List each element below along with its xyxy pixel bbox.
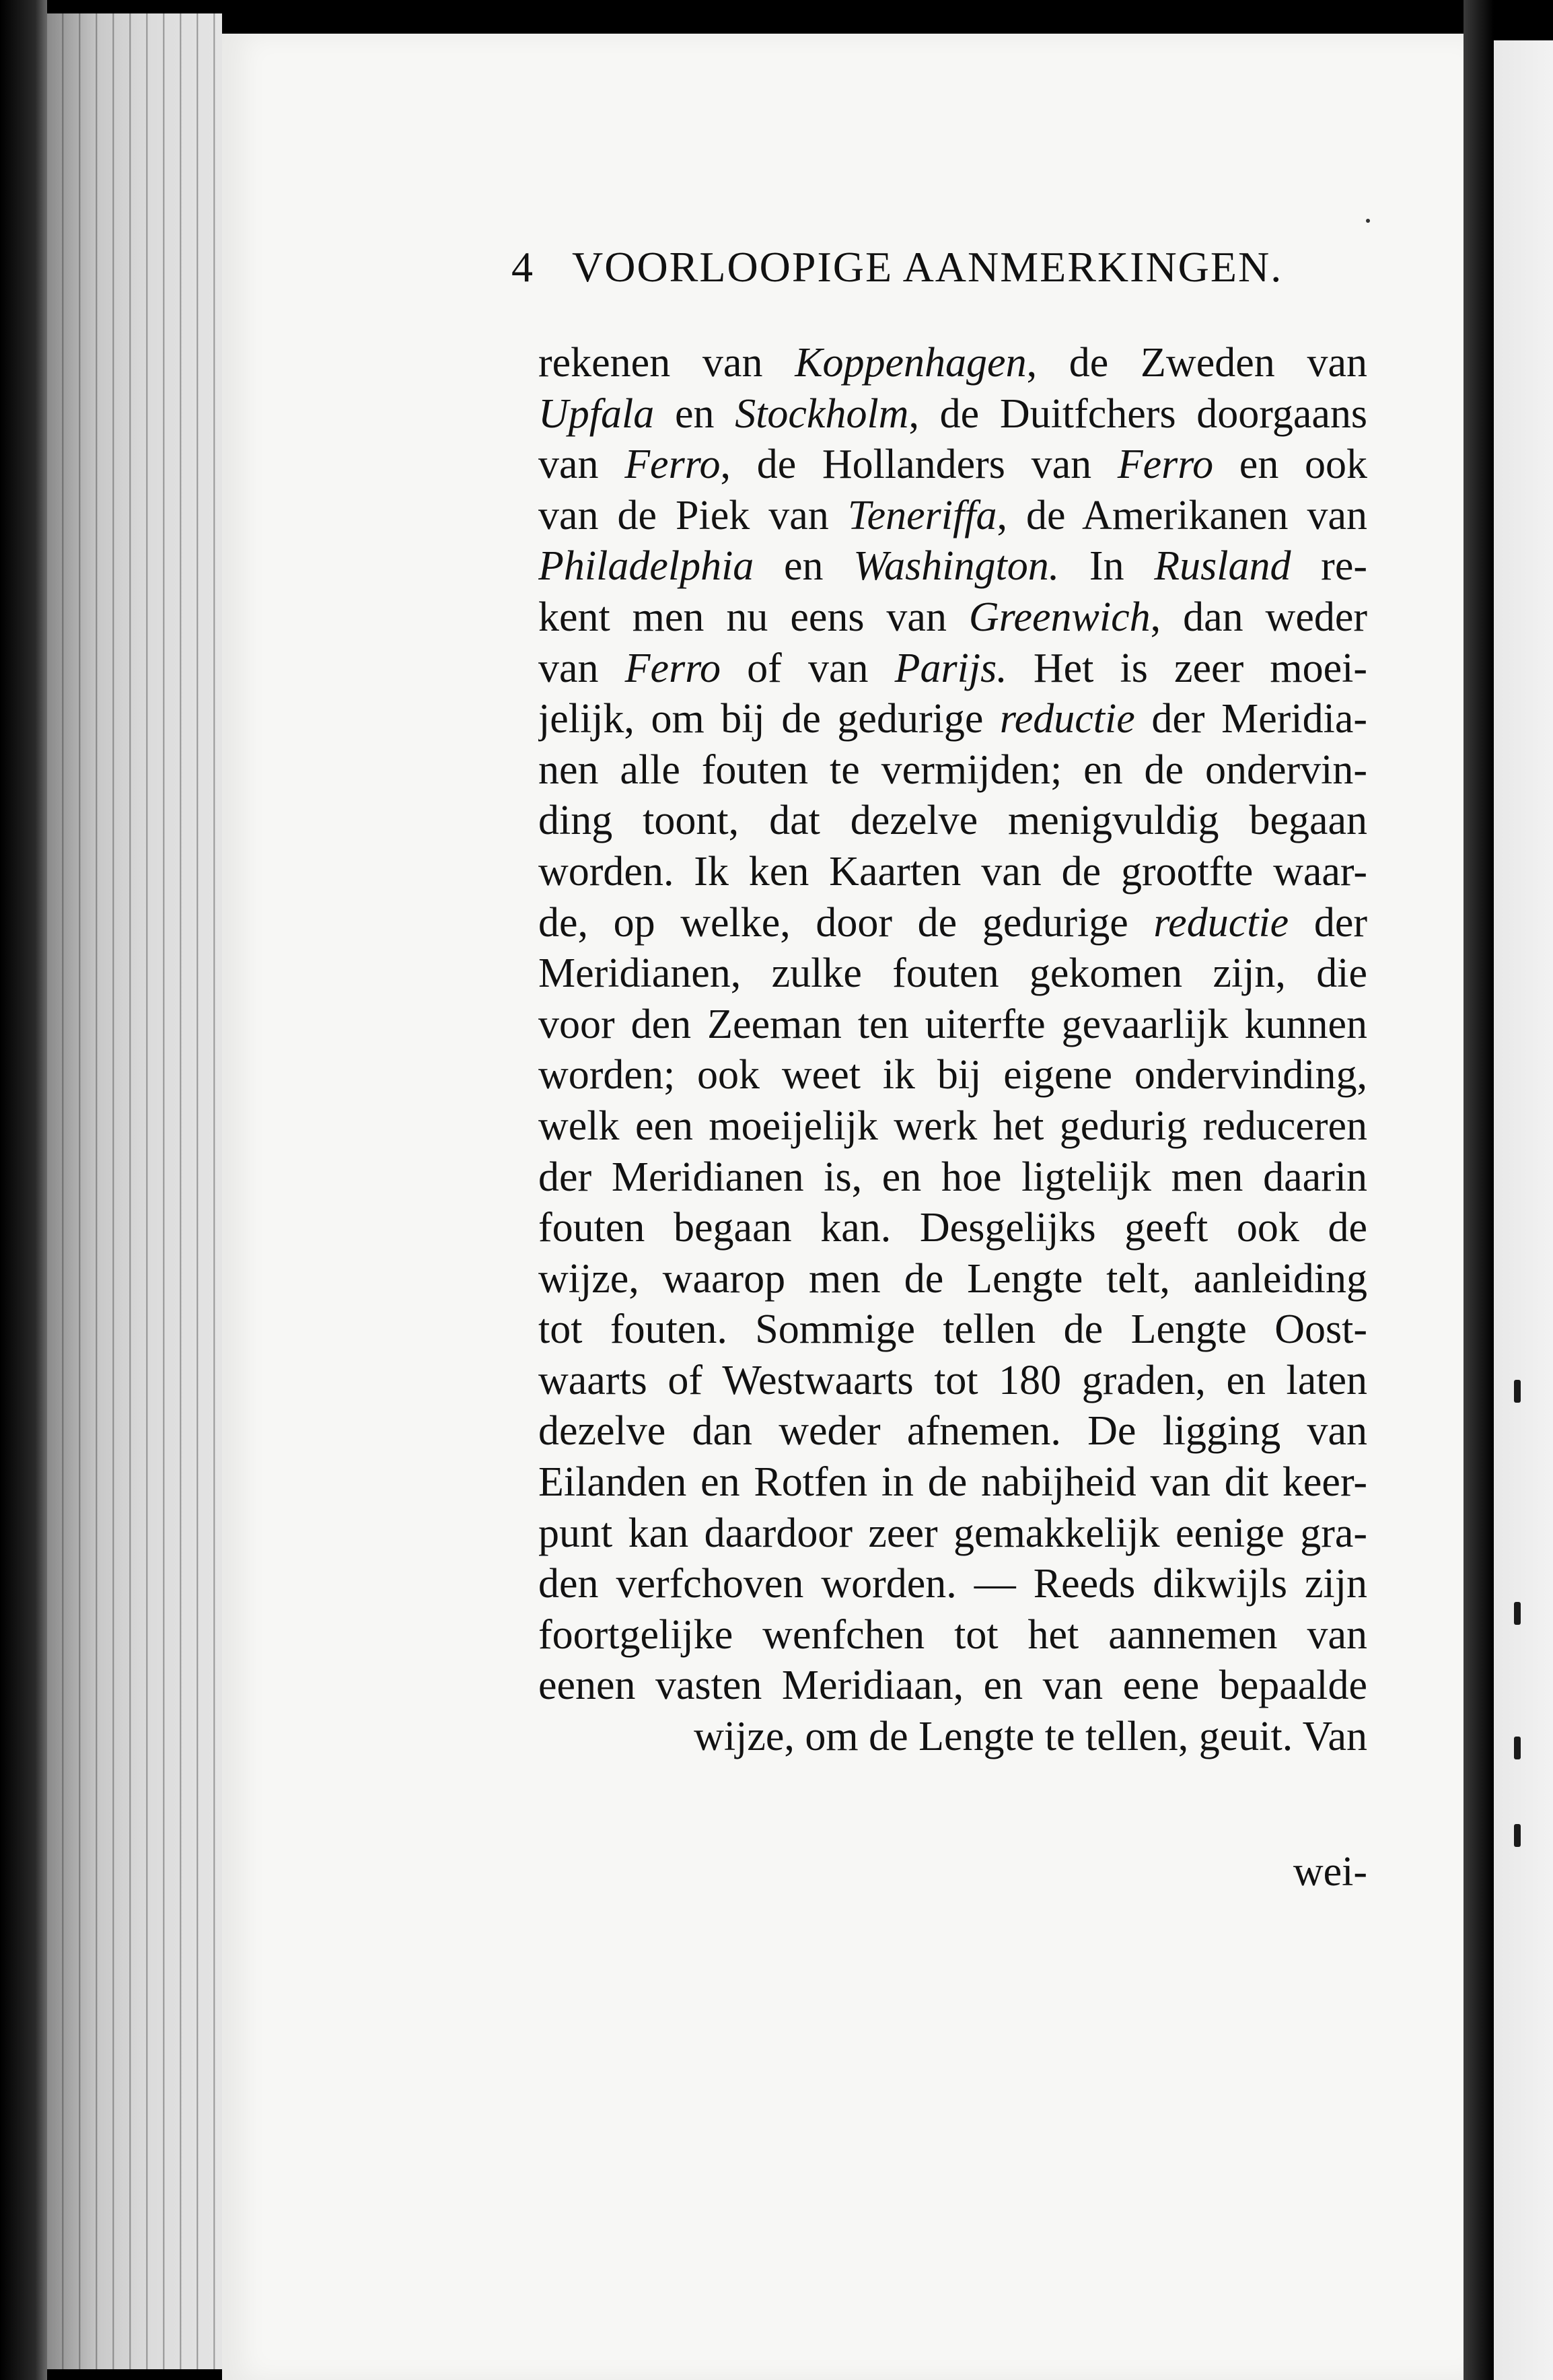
text-run: welk een moeijelijk werk het gedurig reduceren xyxy=(538,1102,1367,1149)
italic-run: Teneriffa xyxy=(847,492,997,538)
page-gutter xyxy=(1464,0,1494,2380)
next-page-type-fragment xyxy=(1514,1380,1521,1403)
text-line xyxy=(538,1203,1367,1254)
text-line xyxy=(538,440,1367,491)
text-line xyxy=(538,1457,1367,1508)
text-line xyxy=(538,592,1367,643)
text-run: punt kan daardoor zeer gemakkelijk eenige gra- xyxy=(538,1510,1367,1556)
catchword: wei- xyxy=(1293,1849,1367,1895)
text-line xyxy=(538,541,1367,592)
italic-run: Upfala xyxy=(538,390,655,437)
text-line xyxy=(538,1254,1367,1305)
text-line xyxy=(538,1508,1367,1560)
text-line xyxy=(538,796,1367,847)
text-run: , de Hollanders van xyxy=(720,442,1118,488)
italic-run: Ferro xyxy=(624,442,721,488)
text-run: wijze, waarop men de Lengte telt, aanleiding xyxy=(538,1255,1367,1302)
italic-run: Koppenhagen xyxy=(795,340,1027,386)
text-run: worden; ook weet ik bij eigene ondervinding, xyxy=(538,1052,1367,1098)
text-line xyxy=(538,1660,1367,1712)
text-run: en ook xyxy=(1213,442,1367,488)
text-run: , de Amerikanen van xyxy=(997,492,1367,538)
text-run: der Meridia- xyxy=(1134,696,1367,742)
text-line xyxy=(538,1406,1367,1457)
italic-run: Rusland xyxy=(1154,543,1291,590)
text-line xyxy=(538,1559,1367,1610)
text-run: en xyxy=(654,390,735,437)
text-run: en xyxy=(754,543,854,590)
running-head xyxy=(511,242,1359,303)
text-run: rekenen van xyxy=(538,340,795,386)
next-page-type-fragment xyxy=(1514,1602,1521,1625)
text-run: van xyxy=(538,442,625,488)
text-run: voor den Zeeman ten uiterfte gevaarlijk kunnen xyxy=(538,1001,1367,1047)
text-run: foortgelijke wenfchen tot het aannemen van xyxy=(538,1611,1367,1658)
text-line xyxy=(538,1152,1367,1203)
page-number: 4 xyxy=(511,243,534,291)
text-run: Het is zeer moei- xyxy=(1007,645,1367,691)
text-run: kent men nu eens van xyxy=(538,594,969,640)
text-run: nen alle fouten te vermijden; en de ondervin- xyxy=(538,746,1367,793)
body-text xyxy=(538,338,1367,1763)
italic-run: Philadelphia xyxy=(538,543,754,590)
text-run: Meridianen, zulke fouten gekomen zijn, die xyxy=(538,950,1367,997)
text-run: eenen vasten Meridiaan, en van eene bepaalde xyxy=(538,1663,1367,1709)
italic-run: Ferro xyxy=(1117,442,1214,488)
text-line xyxy=(538,745,1367,796)
text-run: van de Piek van xyxy=(538,492,848,538)
text-run: jelijk, om bij de gedurige xyxy=(538,696,1000,742)
text-run: , dan weder xyxy=(1150,594,1367,640)
previous-page-edges xyxy=(47,13,222,2369)
text-line xyxy=(538,1101,1367,1152)
text-line xyxy=(538,1050,1367,1101)
text-run: waarts of Westwaarts tot 180 graden, en laten xyxy=(538,1357,1367,1403)
text-line xyxy=(538,338,1367,389)
italic-run: reductie xyxy=(1153,899,1289,946)
italic-run: Stockholm xyxy=(735,390,909,437)
ink-speck xyxy=(1366,219,1370,223)
italic-run: Ferro xyxy=(624,645,721,691)
text-run: of van xyxy=(721,645,895,691)
text-line xyxy=(538,1610,1367,1661)
text-run: dezelve dan weder afnemen. De ligging van xyxy=(538,1408,1367,1455)
book-spine-shadow xyxy=(0,0,47,2380)
text-run: tot fouten. Sommige tellen de Lengte Oost- xyxy=(538,1306,1367,1353)
text-run: der xyxy=(1289,899,1367,946)
text-line xyxy=(538,491,1367,542)
text-line xyxy=(538,694,1367,745)
text-line xyxy=(538,643,1367,695)
text-line xyxy=(538,1000,1367,1051)
text-line xyxy=(538,1712,1367,1763)
text-run: In xyxy=(1059,543,1155,590)
text-line xyxy=(538,898,1367,949)
next-page-edge xyxy=(1494,40,1553,2380)
text-run: , de Duitfchers doorgaans xyxy=(908,390,1367,437)
text-line xyxy=(538,847,1367,898)
text-line xyxy=(538,948,1367,1000)
running-head-title: VOORLOOPIGE AANMERKINGEN. xyxy=(572,243,1283,291)
next-page-type-fragment xyxy=(1514,1824,1521,1847)
text-run: de, op welke, door de gedurige xyxy=(538,899,1154,946)
text-line xyxy=(538,389,1367,440)
italic-run: Parijs. xyxy=(894,645,1007,691)
italic-run: reductie xyxy=(999,696,1135,742)
text-run: wijze, om de Lengte te tellen, geuit. Van xyxy=(694,1714,1367,1760)
text-run: , de Zweden van xyxy=(1026,340,1367,386)
text-run: van xyxy=(538,645,625,691)
text-run: der Meridianen is, en hoe ligtelijk men daarin xyxy=(538,1154,1367,1200)
text-line xyxy=(538,1356,1367,1407)
text-line xyxy=(538,1304,1367,1356)
text-run: den verfchoven worden. — Reeds dikwijls zijn xyxy=(538,1561,1367,1607)
text-run: worden. Ik ken Kaarten van de grootfte waar- xyxy=(538,848,1367,895)
text-run: fouten begaan kan. Desgelijks geeft ook de xyxy=(538,1205,1367,1251)
next-page-type-fragment xyxy=(1514,1737,1521,1759)
text-run: re- xyxy=(1291,543,1367,590)
italic-run: Greenwich xyxy=(968,594,1151,640)
text-run: ding toont, dat dezelve menigvuldig begaan xyxy=(538,798,1367,844)
text-run: Eilanden en Rotfen in de nabijheid van dit keer- xyxy=(538,1459,1367,1506)
italic-run: Washington. xyxy=(853,543,1060,590)
